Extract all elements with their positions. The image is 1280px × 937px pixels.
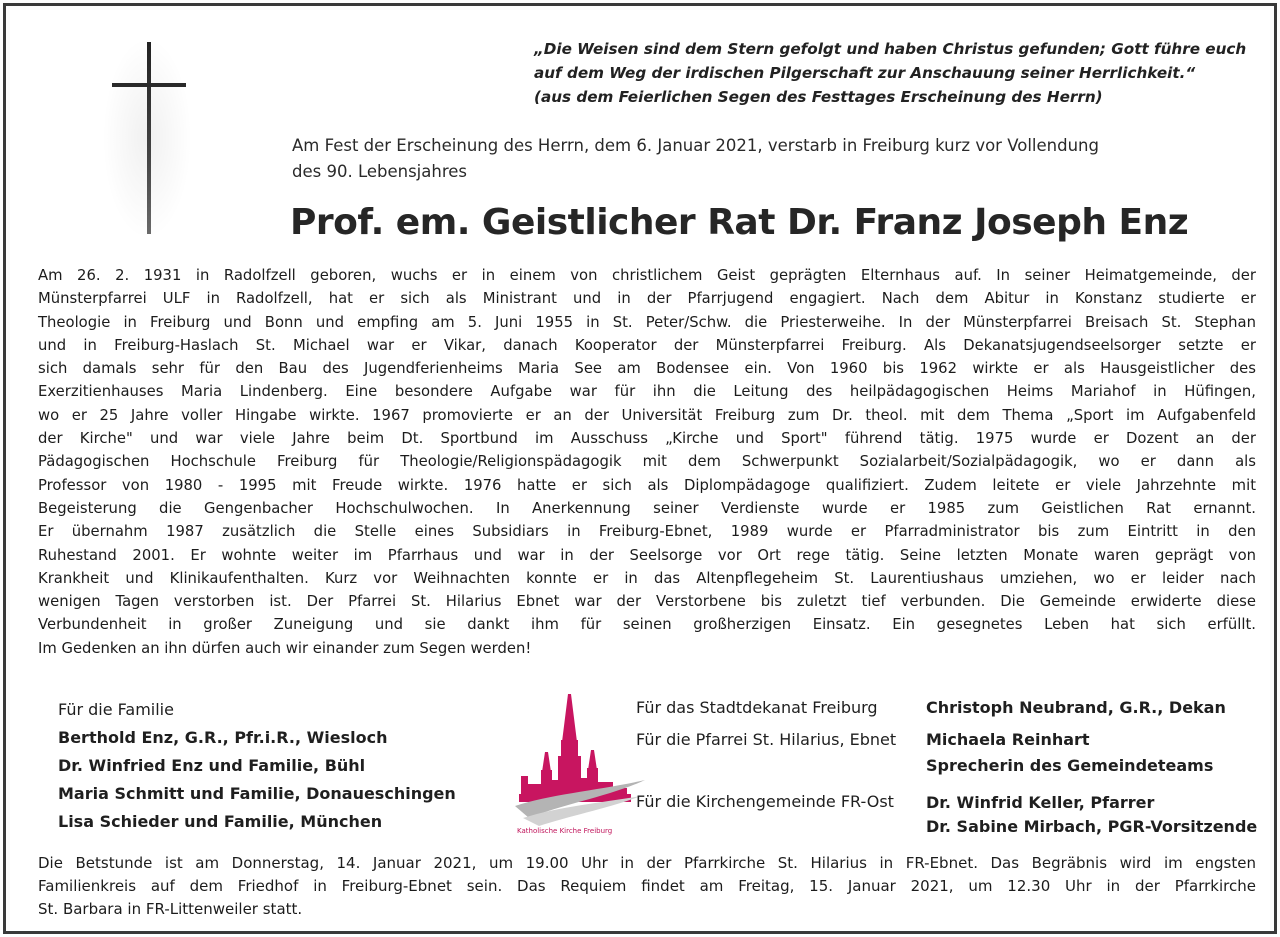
signer-role: Sprecherin des Gemeindeteams [926, 756, 1214, 775]
quote-source: (aus dem Feierlichen Segen des Festtages Erscheinung des Herrn) [534, 88, 1103, 106]
org-label-stadtdekanat: Für das Stadtdekanat Freiburg [636, 698, 878, 717]
family-heading: Für die Familie [58, 700, 174, 719]
bio-line: Professor von 1980 - 1995 mit Freude wirkte. 1976 hatte er sich als Diplompädagoge qualifiziert. Zudem leitete er viele Jahrzehnte mit [38, 476, 1256, 494]
bio-line: wo er 25 Jahre voller Hingabe wirkte. 1967 promovierte er an der Universität Freiburg zum Dr. theol. mit dem Thema „Sport im Aufgabenfeld [38, 406, 1256, 424]
bio-line: Er übernahm 1987 zusätzlich die Stelle eines Subsidiars in Freiburg-Ebnet, 1989 wurde er Pfarradministrator bis zum Eintritt in den [38, 523, 1256, 541]
family-mourners [58, 696, 478, 836]
bio-line: der Kirche" und war viele Jahre beim Dt. Sportbund im Ausschuss „Kirche und Sport" führend tätig. 1975 wurde er Dozent an der [38, 430, 1256, 448]
bio-line: Am 26. 2. 1931 in Radolfzell geboren, wuchs er in einem von christlichem Geist geprägten Elternhaus auf. In seiner Heimatgemeinde, der [38, 267, 1256, 284]
org-label-pfarrei: Für die Pfarrei St. Hilarius, Ebnet [636, 730, 897, 749]
notice-line: Familienkreis auf dem Friedhof in Freiburg-Ebnet sein. Das Requiem findet am Freitag, 15. Januar 2021, um 12.30 Uhr in der Pfarrkirche [38, 877, 1256, 895]
family-member: Lisa Schieder und Familie, München [58, 812, 383, 831]
bio-line: Begeisterung die Gengenbacher Hochschulwochen. In Anerkennung seiner Verdienste wurde er 1985 zum Geistlichen Rat ernannt. [38, 499, 1256, 517]
bio-line: und in Freiburg-Haslach St. Michael war er Vikar, danach Kooperator der Münsterpfarrei Freiburg. Als Dekanatsjugendseelsorger setzte er [38, 336, 1256, 354]
signer-name: Christoph Neubrand, G.R., Dekan [926, 698, 1226, 717]
obituary-notice [3, 3, 1277, 934]
bio-line: Ruhestand 2001. Er wohnte weiter im Pfarrhaus und war in der Seelsorge vor Ort rege tätig. Seine letzten Monate waren geprägt von [38, 546, 1256, 564]
family-member: Maria Schmitt und Familie, Donaueschingen [58, 784, 456, 803]
bio-line: Münsterpfarrei ULF in Radolfzell, hat er sich als Ministrant und in der Pfarrjugend engagiert. Nach dem Abitur in Konstanz studierte er [38, 290, 1256, 308]
notice-line: Die Betstunde ist am Donnerstag, 14. Januar 2021, um 19.00 Uhr in der Pfarrkirche St. Hilarius in FR-Ebnet. Das Begräbnis wird im engsten [38, 854, 1256, 872]
intro-line: Am Fest der Erscheinung des Herrn, dem 6. Januar 2021, verstarb in Freiburg kurz vor Vollendung [292, 136, 1099, 155]
bio-line: wenigen Tagen verstorben ist. Der Pfarrei St. Hilarius Ebnet war der Verstorbene bis zuletzt tief verbunden. Die Gemeinde erwiderte diese [38, 593, 1256, 611]
bio-line: Exerzitienhauses Maria Lindenberg. Eine besondere Aufgabe war für ihn die Leitung des heilpädagogischen Heims Mariahof in Hüfingen, [38, 383, 1256, 401]
signer-name: Michaela Reinhart [926, 730, 1090, 749]
church-logo-icon [511, 694, 651, 839]
family-member: Dr. Winfried Enz und Familie, Bühl [58, 756, 366, 775]
cross-vertical-beam [147, 42, 151, 234]
funeral-notice [38, 852, 1256, 921]
signer-name: Dr. Winfrid Keller, Pfarrer [926, 793, 1155, 812]
death-announcement [292, 133, 1252, 185]
bio-line: Verbundenheit in großer Zuneigung und sie dankt ihm für seinen großherzigen Einsatz. Ein gesegnetes Leben hat sich erfüllt. [38, 616, 1256, 634]
deceased-name: Prof. em. Geistlicher Rat Dr. Franz Joseph Enz [290, 202, 1189, 243]
family-member: Berthold Enz, G.R., Pfr.i.R., Wiesloch [58, 728, 388, 747]
intro-line: des 90. Lebensjahres [292, 162, 468, 181]
cross-horizontal-beam [112, 83, 186, 87]
signer-name: Dr. Sabine Mirbach, PGR-Vorsitzende [926, 817, 1258, 836]
biography [38, 264, 1256, 660]
scripture-quote [534, 37, 1274, 109]
quote-line: auf dem Weg der irdischen Pilgerschaft zur Anschauung seiner Herrlichkeit.“ [534, 64, 1196, 82]
bio-line: Im Gedenken an ihn dürfen auch wir einander zum Segen werden! [38, 639, 532, 657]
logo-caption: Katholische Kirche Freiburg [517, 827, 613, 835]
notice-line: St. Barbara in FR-Littenweiler statt. [38, 900, 303, 918]
bio-line: sich damals sehr für den Bau des Jugendferienheims Maria See am Bodensee ein. Von 1960 bis 1962 wirkte er als Hausgeistlicher des [38, 360, 1256, 378]
bio-line: Krankheit und Klinikaufenthalten. Kurz vor Weihnachten konnte er in das Altenpflegeheim St. Laurentiushaus umziehen, wo er leider nach [38, 569, 1256, 587]
quote-line: „Die Weisen sind dem Stern gefolgt und haben Christus gefunden; Gott führe euch [534, 40, 1247, 58]
bio-line: Pädagogischen Hochschule Freiburg für Theologie/Religionspädagogik mit dem Schwerpunkt Sozialarbeit/Sozialpädagogik, wo er dann als [38, 453, 1256, 471]
org-label-kirchengemeinde: Für die Kirchengemeinde FR-Ost [636, 792, 894, 811]
bio-line: Theologie in Freiburg und Bonn und empfing am 5. Juni 1955 in St. Peter/Schw. die Priesterweihe. In der Münsterpfarrei Breisach St. Stephan [38, 313, 1256, 331]
